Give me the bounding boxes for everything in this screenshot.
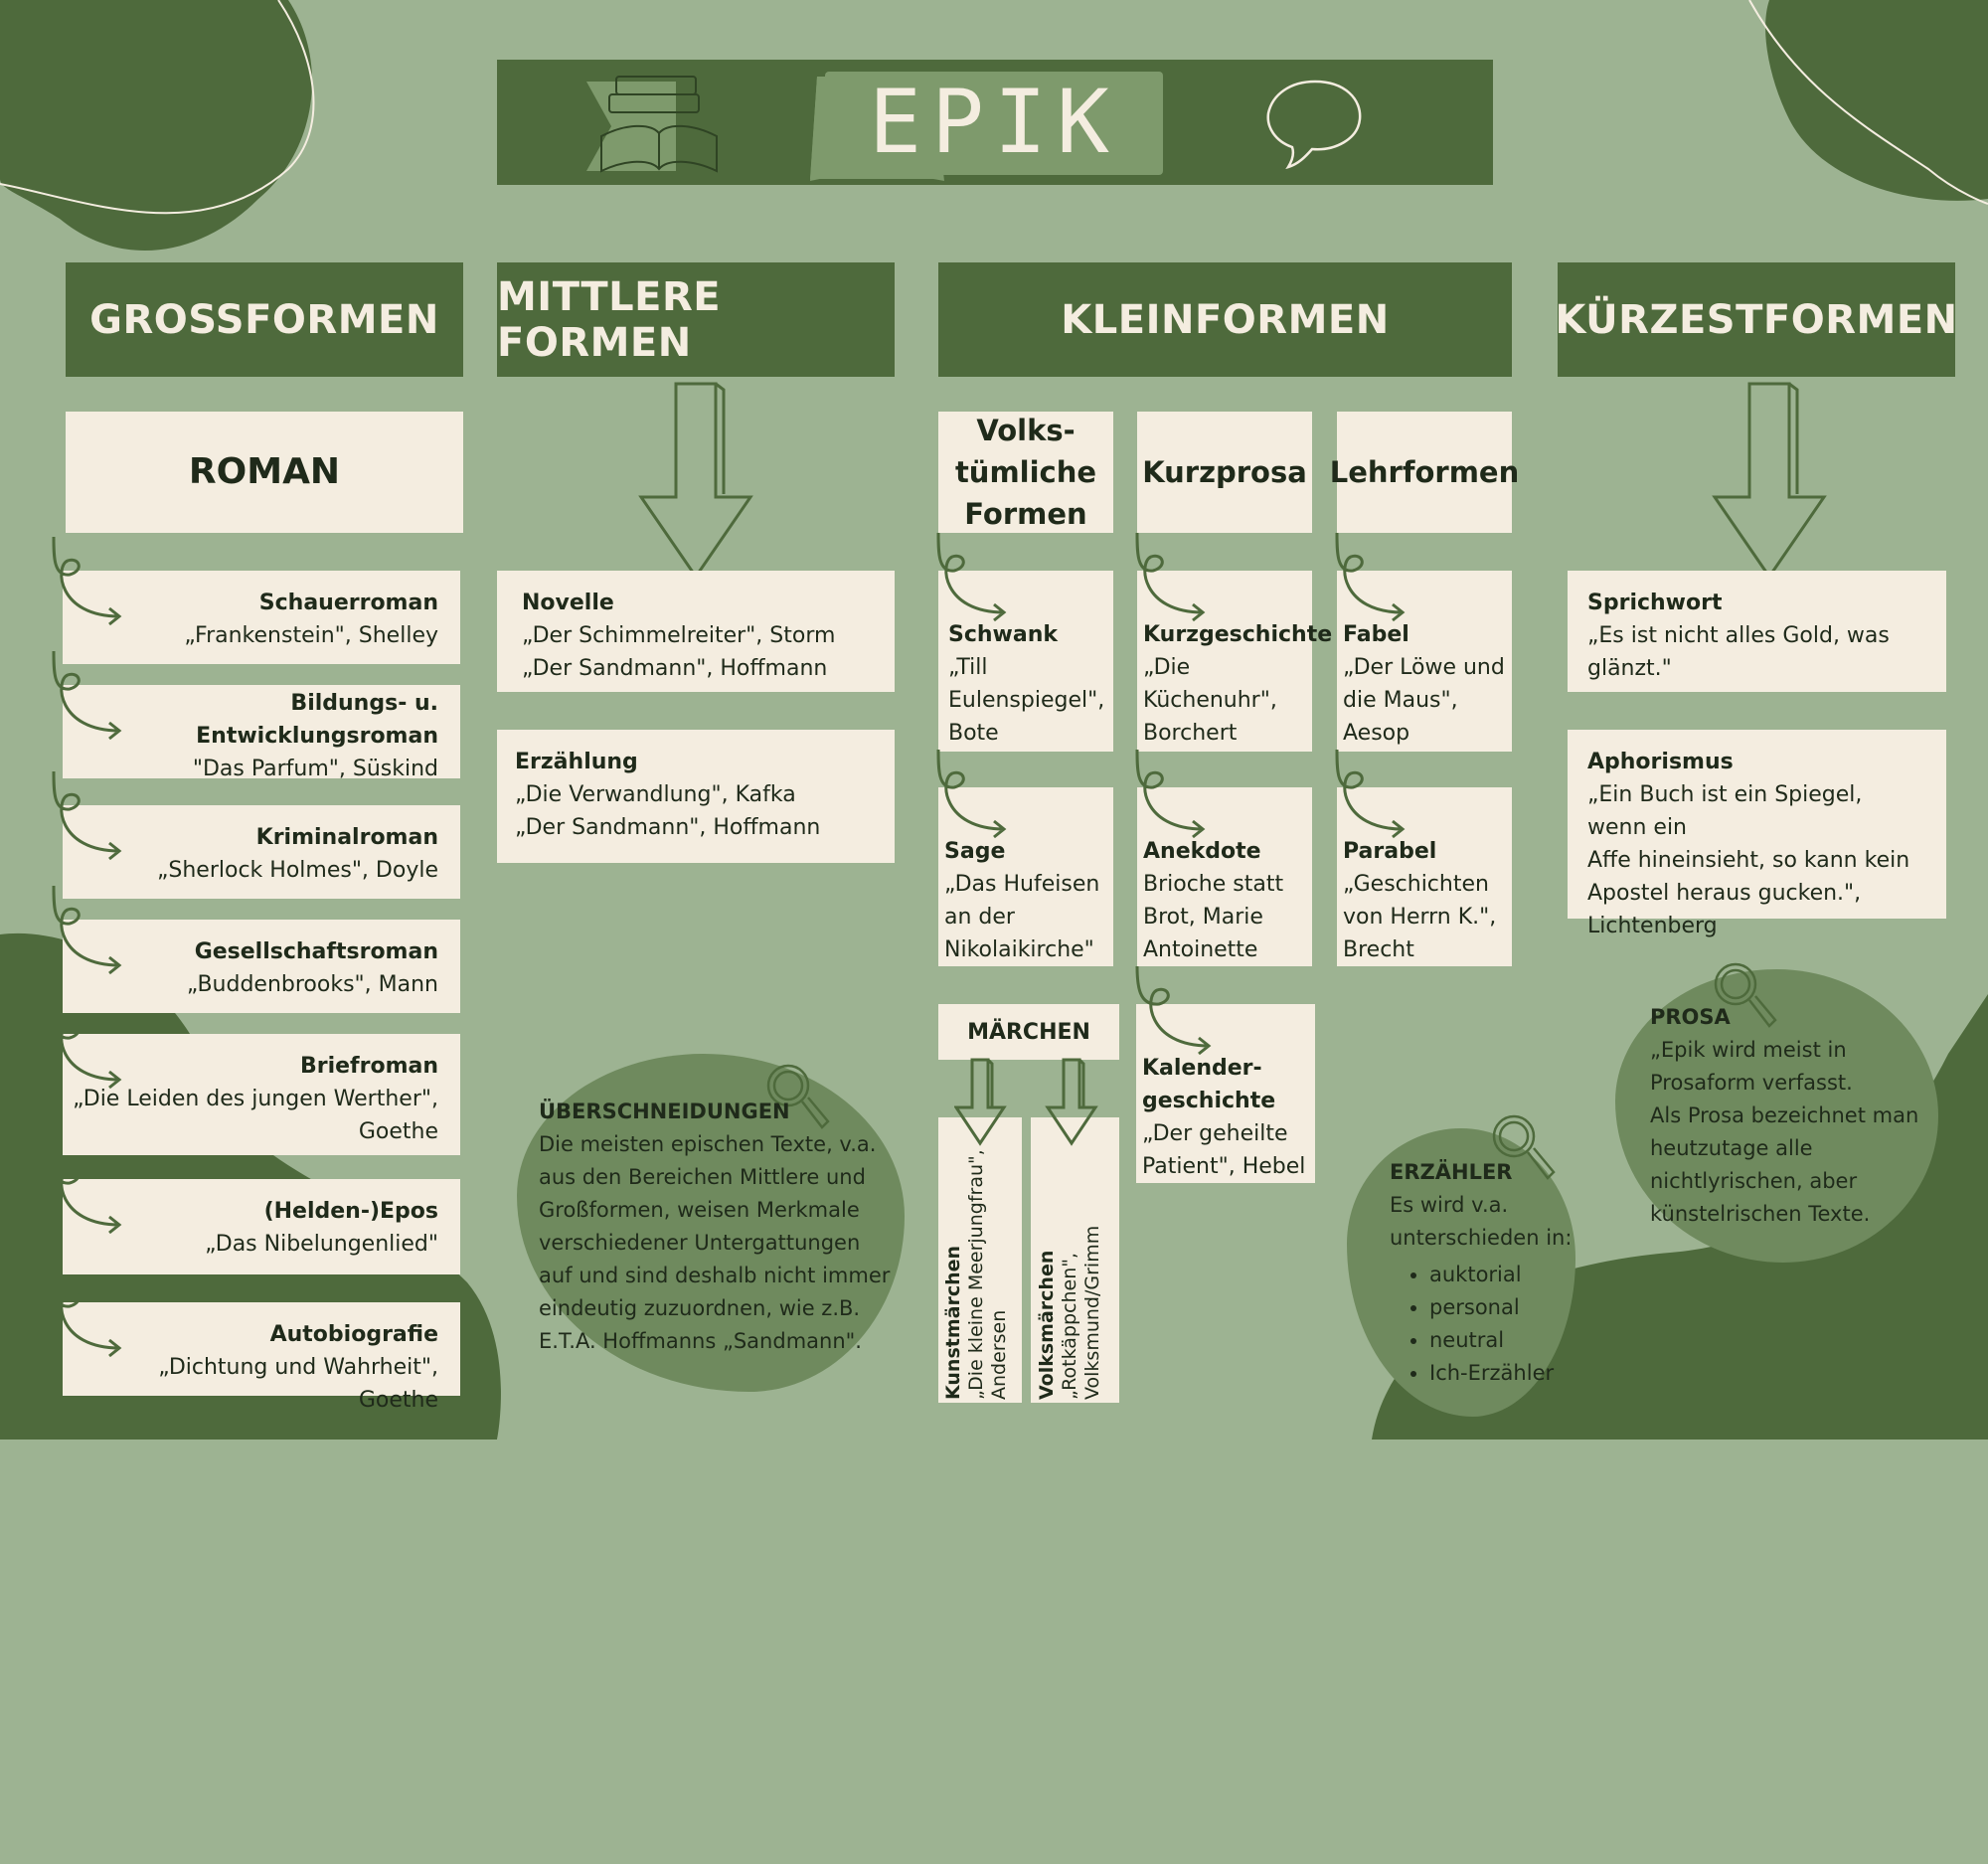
erzaehler-list — [1390, 1259, 1578, 1390]
card-briefroman: Briefroman „Die Leiden des jungen Werther", Goethe — [63, 1034, 460, 1155]
card-fabel: Fabel „Der Löwe und die Maus", Aesop — [1337, 571, 1512, 752]
list-item: • neutral — [1429, 1324, 1578, 1357]
card-parabel: Parabel „Geschichten von Herrn K.", Brecht — [1337, 787, 1512, 966]
card-bildungsroman: Bildungs- u. Entwicklungsroman "Das Parfum", Süskind — [63, 685, 460, 778]
note-erzaehler: ERZÄHLER Es wird v.a. unterschieden in: • auktorial • personal • neutral • Ich-Erzähler — [1390, 1156, 1578, 1390]
header-mittlere-formen: MITTLERE FORMEN — [497, 262, 895, 377]
card-autobiografie: Autobiografie „Dichtung und Wahrheit", Goethe — [63, 1302, 460, 1396]
card-heldenepos: (Helden-)Epos „Das Nibelungenlied" — [63, 1179, 460, 1274]
page-title: EPIK — [869, 70, 1119, 173]
list-item: • Ich-Erzähler — [1429, 1357, 1578, 1390]
arrow-down-icon — [1710, 380, 1829, 584]
roman-subheader: ROMAN — [66, 412, 463, 533]
arrow-down-icon — [636, 380, 755, 584]
card-schauerroman: Schauerroman „Frankenstein", Shelley — [63, 571, 460, 664]
card-schwank: Schwank „Till Eulenspiegel", Bote — [938, 571, 1113, 752]
subheader-lehrformen: Lehrformen — [1337, 412, 1512, 533]
speech-bubble-icon — [1260, 70, 1370, 169]
maerchen-label: MÄRCHEN — [938, 1004, 1119, 1060]
card-kalendergeschichte: Kalender- geschichte „Der geheilte Patient", Hebel — [1136, 1004, 1315, 1183]
curly-arrow-icon — [40, 537, 129, 1864]
card-kriminalroman: Kriminalroman „Sherlock Holmes", Doyle — [63, 805, 460, 899]
curly-arrow-icon — [924, 533, 1541, 1070]
book-stack-icon — [591, 62, 731, 176]
card-sprichwort: Sprichwort „Es ist nicht alles Gold, was glänzt." — [1568, 571, 1946, 692]
volksmaerchen-text: Volksmärchen „Rotkäppchen", Volksmund/Grimm — [1036, 1225, 1103, 1400]
card-kurzgeschichte: Kurzgeschichte „Die Küchenuhr", Borchert — [1137, 571, 1312, 752]
header-grossformen: GROSSFORMEN — [66, 262, 463, 377]
note-ueberschneidungen: ÜBERSCHNEIDUNGEN Die meisten epischen Texte, v.a. aus den Bereichen Mittlere und Großformen, weisen Merkmale verschiedener Untergattungen auf und sind deshalb nicht immer eindeutig zuzuordnen, wie z.B. E.T.A. Hoffmanns „Sandmann". — [539, 1100, 891, 1353]
card-gesellschaftsroman: Gesellschaftsroman „Buddenbrooks", Mann — [63, 920, 460, 1013]
card-anekdote: Anekdote Brioche statt Brot, Marie Antoinette — [1137, 787, 1312, 966]
card-novelle: Novelle „Der Schimmelreiter", Storm „Der Sandmann", Hoffmann — [497, 571, 895, 692]
list-item: • personal — [1429, 1291, 1578, 1324]
header-kuerzestformen: KÜRZESTFORMEN — [1558, 262, 1955, 377]
subheader-volkstuemliche-formen: Volks- tümliche Formen — [938, 412, 1113, 533]
blob-top-right — [1765, 0, 1988, 201]
subheader-kurzprosa: Kurzprosa — [1137, 412, 1312, 533]
card-sage: Sage „Das Hufeisen an der Nikolaikirche" — [938, 787, 1113, 966]
list-item: • auktorial — [1429, 1259, 1578, 1291]
kunstmaerchen-text: Kunstmärchen „Die kleine Meerjungfrau", Andersen — [942, 1149, 1010, 1400]
card-erzaehlung: Erzählung „Die Verwandlung", Kafka „Der Sandmann", Hoffmann — [497, 730, 895, 863]
note-prosa: PROSA „Epik wird meist in Prosaform verfasst. Als Prosa bezeichnet man heutzutage alle nichtlyrischen, aber künstelrischen Texte. — [1650, 1005, 1919, 1226]
header-kleinformen: KLEINFORMEN — [938, 262, 1512, 377]
card-aphorismus: Aphorismus „Ein Buch ist ein Spiegel, wenn ein Affe hineinsieht, so kann kein Apostel heraus gucken.", Lichtenberg — [1568, 730, 1946, 919]
